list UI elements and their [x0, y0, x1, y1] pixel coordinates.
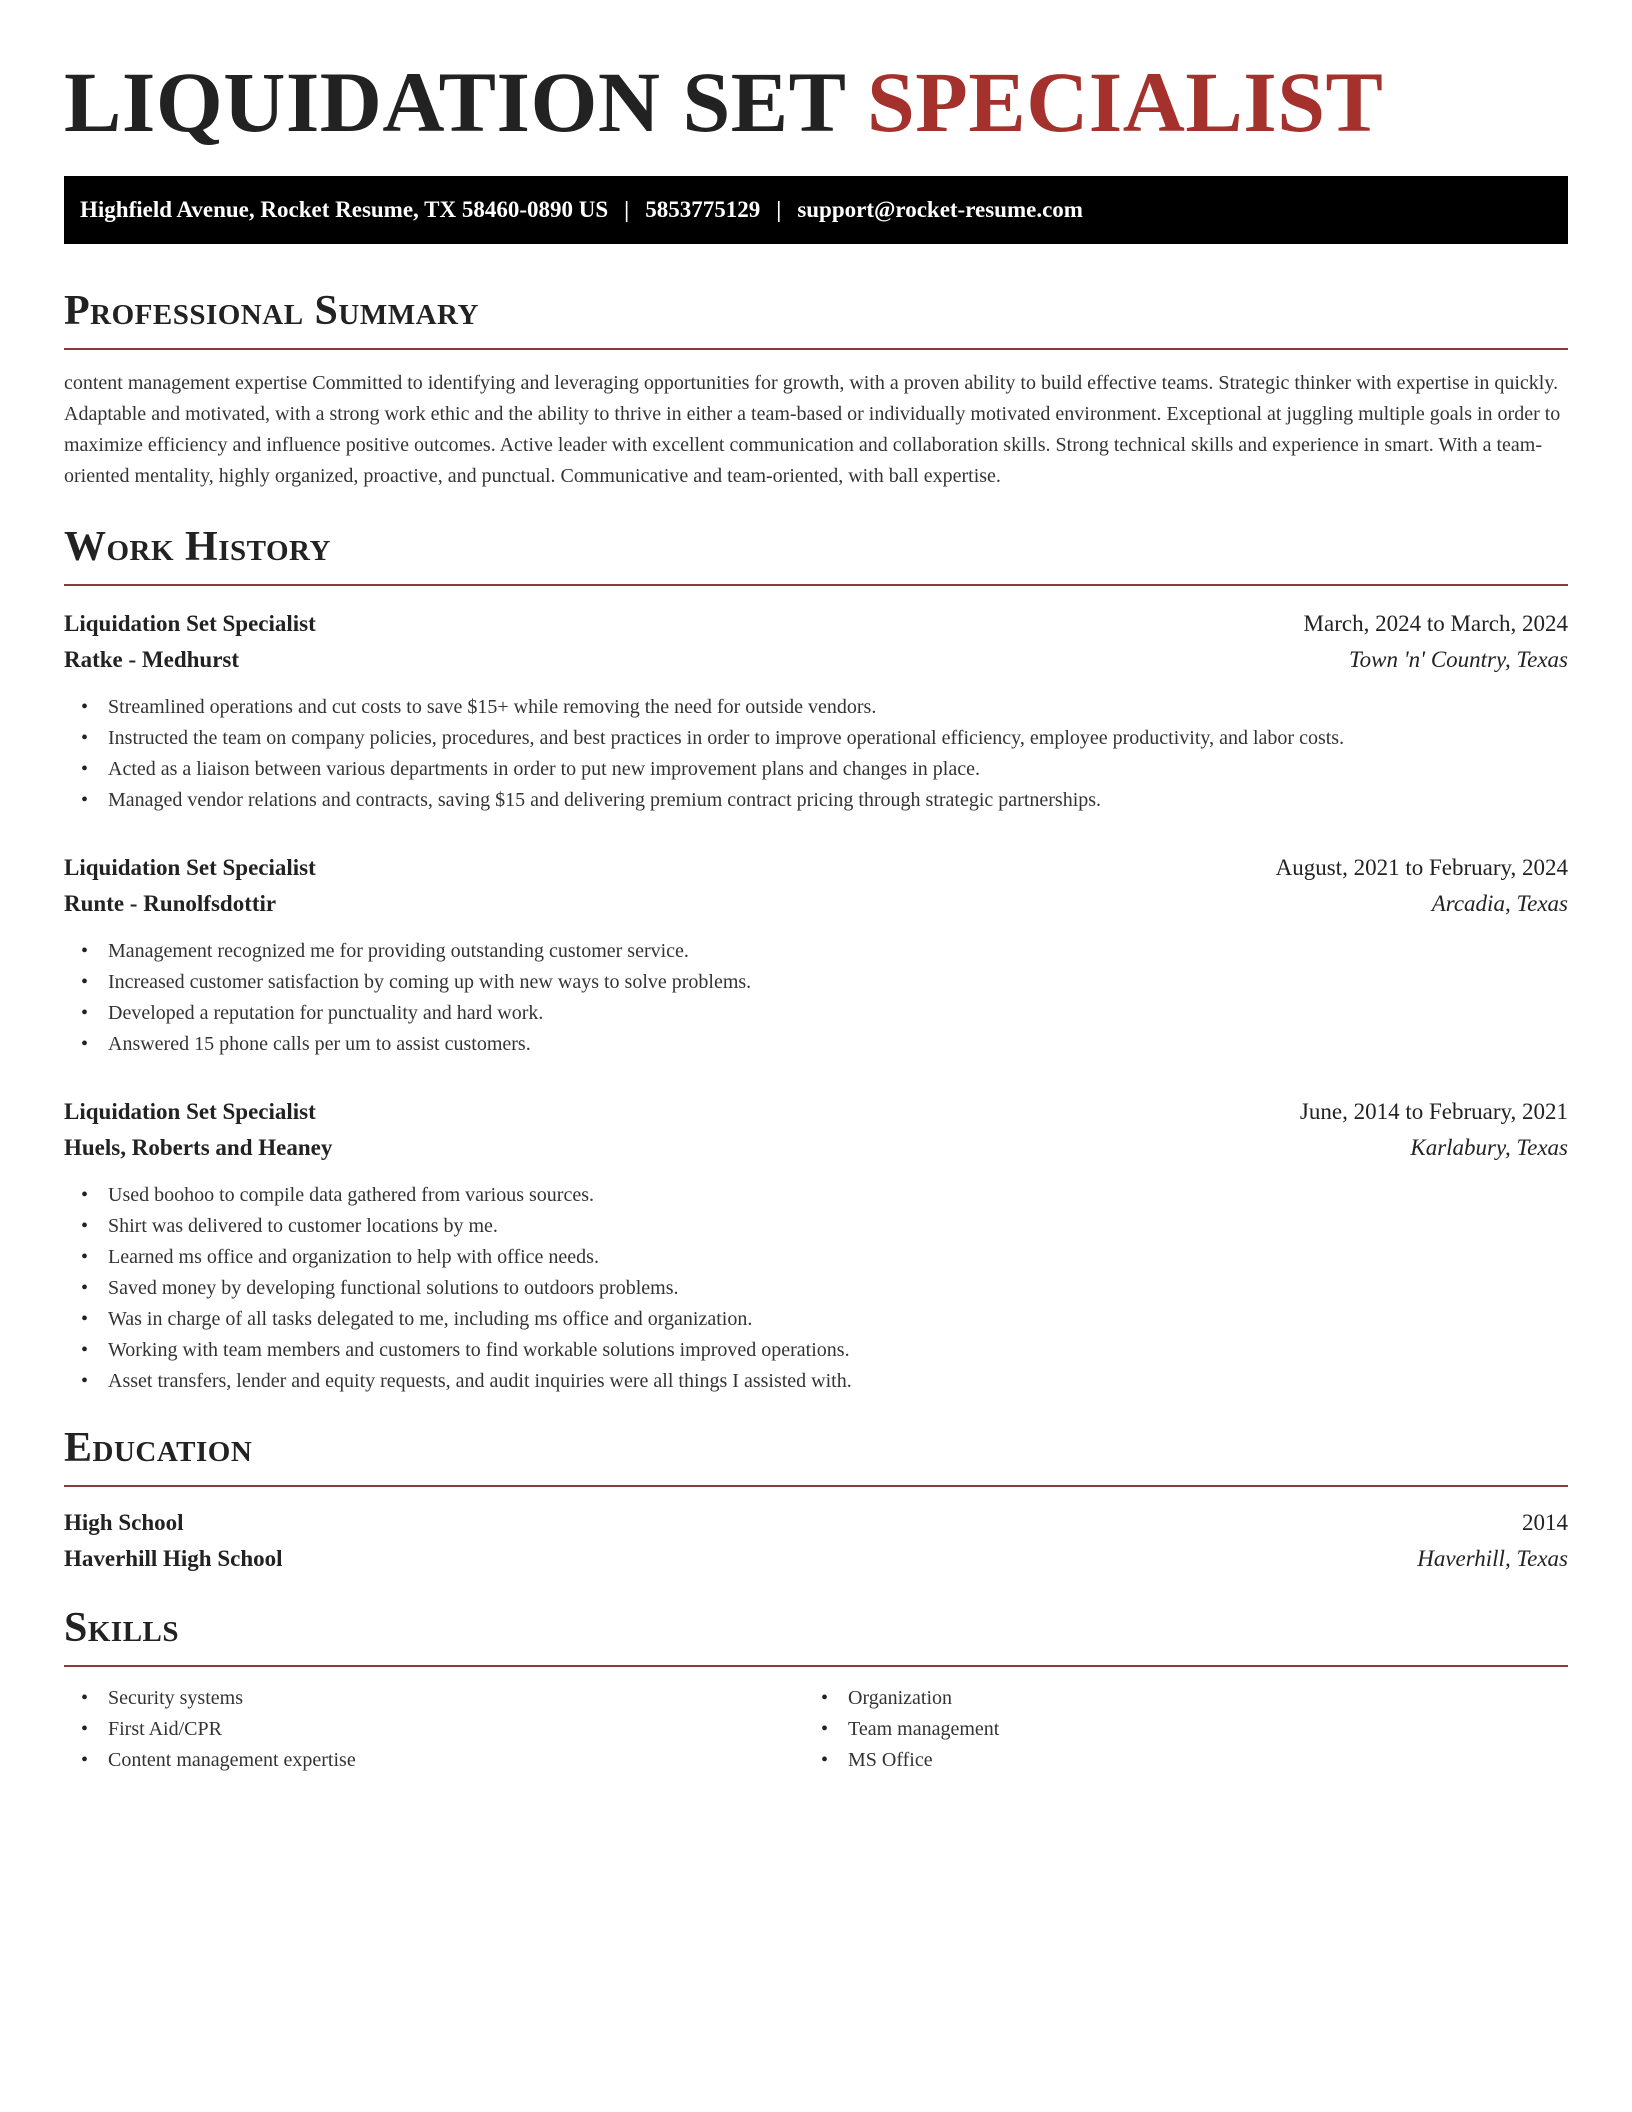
job-location: Arcadia, Texas — [1431, 891, 1568, 916]
work-history-section — [64, 522, 1568, 1397]
candidate-name — [64, 52, 1568, 152]
section-divider — [64, 1665, 1568, 1667]
skill-item: • Organization — [804, 1683, 1544, 1714]
skills-list-right — [804, 1683, 1544, 1776]
contact-bar — [64, 176, 1568, 244]
job-header-row — [64, 1094, 1568, 1130]
skill-item: • First Aid/CPR — [64, 1714, 804, 1745]
job-bullet: • Asset transfers, lender and equity requests, and audit inquiries were all things I assisted with. — [64, 1366, 1568, 1397]
job-bullet: • Working with team members and customers to find workable solutions improved operations. — [64, 1335, 1568, 1366]
job-title: Liquidation Set Specialist — [64, 1099, 316, 1124]
job-entry — [64, 850, 1568, 1060]
job-bullet: • Increased customer satisfaction by coming up with new ways to solve problems. — [64, 967, 1568, 998]
education-school-row — [64, 1541, 1568, 1577]
job-dates: August, 2021 to February, 2024 — [1275, 855, 1568, 880]
name-first-part: LIQUIDATION SET — [64, 54, 867, 150]
contact-email[interactable]: support@rocket-resume.com — [797, 197, 1083, 222]
education-location: Haverhill, Texas — [1417, 1546, 1568, 1571]
job-bullet: • Management recognized me for providing outstanding customer service. — [64, 936, 1568, 967]
skill-item: • Team management — [804, 1714, 1544, 1745]
job-location: Town 'n' Country, Texas — [1348, 647, 1568, 672]
summary-heading: Professional Summary — [64, 288, 479, 334]
job-company-row — [64, 642, 1568, 678]
section-divider — [64, 584, 1568, 586]
summary-section — [64, 286, 1568, 492]
skills-section — [64, 1603, 1568, 1776]
job-company: Huels, Roberts and Heaney — [64, 1135, 333, 1160]
job-bullet: • Learned ms office and organization to help with office needs. — [64, 1242, 1568, 1273]
contact-phone[interactable]: 5853775129 — [645, 197, 761, 222]
job-bullet: • Saved money by developing functional solutions to outdoors problems. — [64, 1273, 1568, 1304]
job-header-row — [64, 850, 1568, 886]
education-heading: Education — [64, 1425, 253, 1471]
job-header-row — [64, 606, 1568, 642]
skills-columns — [64, 1683, 1568, 1776]
job-entry — [64, 606, 1568, 816]
job-company: Ratke - Medhurst — [64, 647, 240, 672]
job-bullet: • Was in charge of all tasks delegated to me, including ms office and organization. — [64, 1304, 1568, 1335]
summary-text: content management expertise Committed to identifying and leveraging opportunities for growth, with a proven ability to build effective teams. Strategic thinker with expertise in quickly. Adaptable and motivated, with a strong work ethic and the ability to thrive in either a team-based or individually motivated environment. Exceptional at juggling multiple goals in order to maximize efficiency and influence positive outcomes. Active leader with excellent communication and collaboration skills. Strong technical skills and experience in smart. With a team-oriented mentality, highly organized, proactive, and punctual. Communicative and team-oriented, with ball expertise. — [64, 372, 1561, 487]
work-history-heading: Work History — [64, 524, 331, 570]
contact-address: Highfield Avenue, Rocket Resume, TX 58460-0890 US — [80, 197, 609, 222]
job-bullet: • Acted as a liaison between various departments in order to put new improvement plans and changes in place. — [64, 754, 1568, 785]
job-bullets — [64, 936, 1568, 1060]
job-bullet: • Developed a reputation for punctuality and hard work. — [64, 998, 1568, 1029]
education-year: 2014 — [1522, 1510, 1568, 1535]
education-degree-row — [64, 1505, 1568, 1541]
job-company-row — [64, 1130, 1568, 1166]
job-bullets — [64, 1180, 1568, 1397]
contact-separator: | — [776, 197, 782, 222]
job-bullet: • Used boohoo to compile data gathered from various sources. — [64, 1180, 1568, 1211]
education-school: Haverhill High School — [64, 1546, 283, 1571]
education-degree: High School — [64, 1510, 184, 1535]
skills-list-left — [64, 1683, 804, 1776]
skill-item: • Content management expertise — [64, 1745, 804, 1776]
job-title: Liquidation Set Specialist — [64, 855, 316, 880]
skill-item: • Security systems — [64, 1683, 804, 1714]
job-bullet: • Shirt was delivered to customer locations by me. — [64, 1211, 1568, 1242]
job-bullet: • Answered 15 phone calls per um to assist customers. — [64, 1029, 1568, 1060]
education-section — [64, 1423, 1568, 1577]
job-entry — [64, 1094, 1568, 1397]
job-bullet: • Streamlined operations and cut costs to save $15+ while removing the need for outside vendors. — [64, 692, 1568, 723]
education-entry — [64, 1505, 1568, 1577]
skills-heading: Skills — [64, 1605, 180, 1651]
job-bullet: • Instructed the team on company policies, procedures, and best practices in order to improve operational efficiency, employee productivity, and labor costs. — [64, 723, 1568, 754]
job-bullets — [64, 692, 1568, 816]
name-accent-part: SPECIALIST — [866, 54, 1384, 150]
skill-item: • MS Office — [804, 1745, 1544, 1776]
job-dates: June, 2014 to February, 2021 — [1299, 1099, 1568, 1124]
job-location: Karlabury, Texas — [1410, 1135, 1568, 1160]
job-company-row — [64, 886, 1568, 922]
job-dates: March, 2024 to March, 2024 — [1303, 611, 1568, 636]
section-divider — [64, 1485, 1568, 1487]
job-bullet: • Managed vendor relations and contracts, saving $15 and delivering premium contract pricing through strategic partnerships. — [64, 785, 1568, 816]
job-company: Runte - Runolfsdottir — [64, 891, 277, 916]
contact-separator: | — [624, 197, 630, 222]
job-title: Liquidation Set Specialist — [64, 611, 316, 636]
section-divider — [64, 348, 1568, 350]
